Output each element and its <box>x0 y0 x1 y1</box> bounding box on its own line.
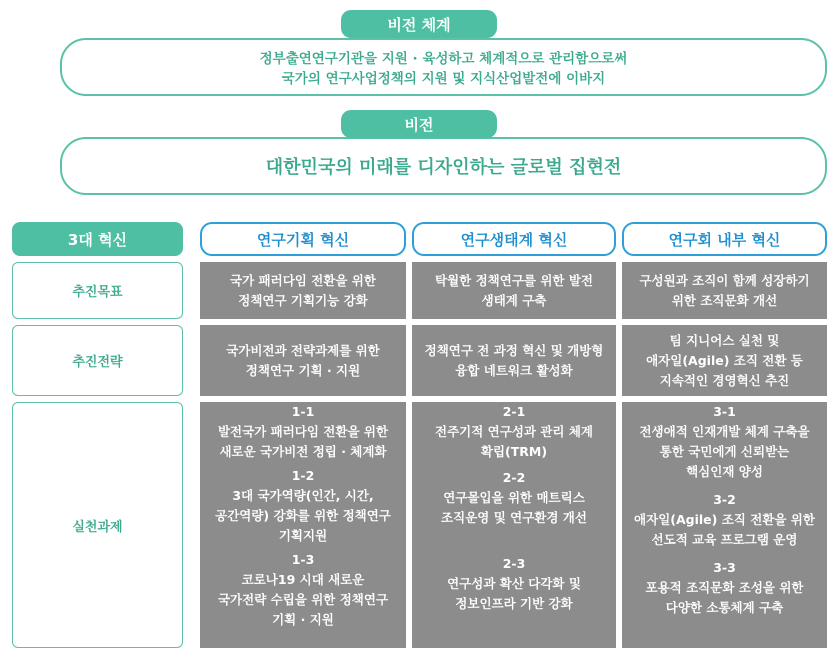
column-header-research-ecosystem: 연구생태계 혁신 <box>412 222 616 256</box>
column-header-internal: 연구회 내부 혁신 <box>622 222 827 256</box>
task-3-2-number: 3-2 <box>713 492 736 507</box>
strategy-1-line-2: 정책연구 기획 · 지원 <box>245 362 361 378</box>
task-2-3-number: 2-3 <box>502 556 526 571</box>
goal-3-line-2: 위한 조직문화 개선 <box>671 292 778 308</box>
task-3-3-line-1: 포용적 조직문화 조성을 위한 <box>645 580 804 595</box>
strategy-3-line-1: 팀 지니어스 실천 및 <box>669 332 780 348</box>
strategy-cell-1 <box>200 325 406 396</box>
task-2-3-line-2: 정보인프라 기반 강화 <box>455 596 573 611</box>
task-3-1-number: 3-1 <box>713 404 736 419</box>
task-1-2-line-1: 3대 국가역량(인간, 시간, <box>232 488 374 503</box>
vision-box <box>60 137 827 195</box>
strategy-3-line-3: 지속적인 경영혁신 추진 <box>659 372 790 388</box>
task-1-3-line-1: 코로나19 시대 새로운 <box>241 572 365 587</box>
vision-text: 대한민국의 미래를 디자인하는 글로벌 집현전 <box>265 157 622 178</box>
mission-box <box>60 38 827 96</box>
task-1-1-number: 1-1 <box>291 404 315 419</box>
strategy-cell-2 <box>412 325 616 396</box>
task-3-3-number: 3-3 <box>713 560 736 575</box>
goal-cell-2 <box>412 262 616 319</box>
task-3-2-line-1: 애자일(Agile) 조직 전환을 위한 <box>634 512 815 527</box>
goal-cell-3 <box>622 262 827 319</box>
task-1-1-line-2: 새로운 국가비전 정립 · 체계화 <box>219 444 387 459</box>
task-1-2-line-2: 공간역량) 강화를 위한 정책연구 <box>215 508 391 523</box>
strategy-3-line-2: 애자일(Agile) 조직 전환 등 <box>646 352 803 368</box>
task-1-3-line-2: 국가전략 수립을 위한 정책연구 <box>217 592 389 607</box>
task-2-1-number: 2-1 <box>502 404 526 419</box>
task-2-2-line-2: 조직운영 및 연구환경 개선 <box>441 510 587 525</box>
task-3-3-line-2: 다양한 소통체계 구축 <box>665 600 784 615</box>
task-2-2-line-1: 연구몰입을 위한 매트릭스 <box>443 490 585 505</box>
task-cell-2 <box>412 402 616 648</box>
vision-label: 비전 <box>341 110 497 138</box>
mission-line-2: 국가의 연구사업정책의 지원 및 지식산업발전에 이바지 <box>281 71 606 87</box>
task-2-1-line-2: 확립(TRM) <box>480 444 548 459</box>
goal-1-line-2: 정책연구 기획기능 강화 <box>238 292 368 308</box>
row-label-tasks: 실천과제 <box>12 402 183 648</box>
task-1-3-number: 1-3 <box>291 552 315 567</box>
goal-3-line-1: 구성원과 조직이 함께 성장하기 <box>639 272 810 288</box>
strategy-cell-3 <box>622 325 827 396</box>
task-cell-1 <box>200 402 406 648</box>
task-3-1-line-3: 핵심인재 양성 <box>686 464 763 479</box>
goal-2-line-1: 탁월한 정책연구를 위한 발전 <box>435 272 593 288</box>
vision-system-label: 비전 체계 <box>341 10 497 38</box>
task-1-2-number: 1-2 <box>291 468 315 483</box>
task-1-2-line-3: 기획지원 <box>278 528 328 543</box>
task-2-3-line-1: 연구성과 확산 다각화 및 <box>447 576 581 591</box>
strategy-1-line-1: 국가비전과 전략과제를 위한 <box>226 342 380 358</box>
goal-2-line-2: 생태계 구축 <box>481 292 547 308</box>
task-3-2-line-2: 선도적 교육 프로그램 운영 <box>651 532 798 547</box>
task-1-1-line-1: 발전국가 패러다임 전환을 위한 <box>217 424 389 439</box>
strategy-2-line-1: 정책연구 전 과정 혁신 및 개방형 <box>424 342 604 358</box>
goal-cell-1 <box>200 262 406 319</box>
task-2-2-number: 2-2 <box>502 470 526 485</box>
row-label-strategy: 추진전략 <box>12 325 183 396</box>
row-label-goal: 추진목표 <box>12 262 183 319</box>
task-3-1-line-1: 전생애적 인재개발 체계 구축을 <box>639 424 810 439</box>
task-1-3-line-3: 기획 · 지원 <box>272 612 334 627</box>
goal-1-line-1: 국가 패러다임 전환을 위한 <box>230 272 376 288</box>
task-2-1-line-1: 전주기적 연구성과 관리 체계 <box>435 424 593 439</box>
three-innovations-header: 3대 혁신 <box>12 222 183 256</box>
mission-line-1: 정부출연연구기관을 지원 · 육성하고 체계적으로 관리함으로써 <box>259 51 628 67</box>
task-3-1-line-2: 통한 국민에게 신뢰받는 <box>659 444 790 459</box>
strategy-2-line-2: 융합 네트워크 활성화 <box>455 362 573 378</box>
task-cell-3 <box>622 402 827 648</box>
column-header-research-planning: 연구기획 혁신 <box>200 222 406 256</box>
